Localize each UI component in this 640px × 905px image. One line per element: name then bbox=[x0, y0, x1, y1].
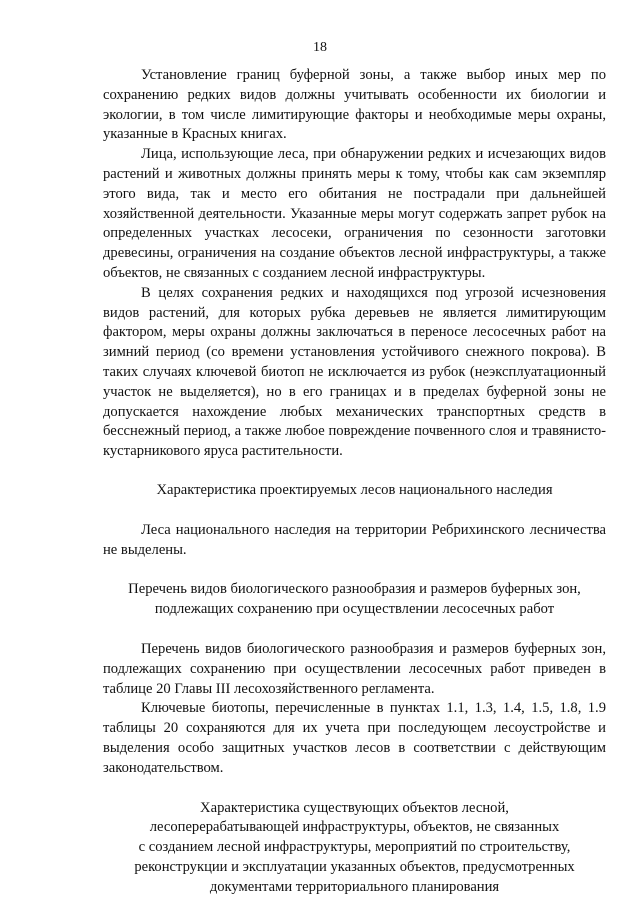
heading-line: подлежащих сохранению при осуществлении лесосечных работ bbox=[154, 601, 555, 618]
heading-infrastructure bbox=[103, 799, 606, 898]
heading-biodiversity-list bbox=[103, 580, 606, 620]
paragraph-forest-users: Лица, использующие леса, при обнаружении редких и исчезающих видов растений и животных должны принять меры к тому, чтобы как сам экземпляр этого вида, так и место его обитания не пострадали при дальнейшей хозяйственной деятельности. Указанные меры могут содержать запрет рубок на определенных участках лесосеки, ограничения по сезонности заготовки древесины, ограничения на создание объектов лесной инфраструктуры, а также объектов, не связанных с созданием лесной инфраструктуры. bbox=[103, 146, 606, 281]
paragraph-biodiversity-table-ref: Перечень видов биологического разнообразия и размеров буферных зон, подлежащих сохранению при осуществлении лесосечных работ приведен в таблице 20 Главы III лесохозяйственного регламента. bbox=[103, 640, 606, 697]
heading-line: Перечень видов биологического разнообразия и размеров буферных зон, bbox=[128, 581, 581, 598]
heading-national-heritage-forests: Характеристика проектируемых лесов национального наследия bbox=[156, 481, 553, 498]
heading-line: реконструкции и эксплуатации указанных объектов, предусмотренных bbox=[134, 858, 575, 875]
paragraph-buffer-zone: Установление границ буферной зоны, а также выбор иных мер по сохранению редких видов должны учитывать особенности их биологии и экологии, в том числе лимитирующие факторы и необходимые меры охраны, указанные в Красных книгах. bbox=[103, 67, 606, 143]
page-number: 18 bbox=[313, 40, 327, 55]
paragraph-rare-species-protection: В целях сохранения редких и находящихся под угрозой исчезновения видов растений, для которых рубка деревьев не является лимитирующим фактором, меры охраны должны заключаться в переносе лесосечных работ на зимний период (со времени установления устойчивого снежного покрова). В таких случаях ключевой биотоп не исключается из рубок (неэксплуатационный участок не выделяется), но в его границах и в пределах буферной зоны не допускается нахождение любых механических транспортных средств в бесснежный период, а также любое повреждение почвенного слоя и травянисто-кустарникового яруса растительности. bbox=[103, 284, 606, 460]
heading-line: Характеристика существующих объектов лесной, bbox=[200, 799, 509, 816]
document-body bbox=[103, 66, 606, 897]
heading-line: с созданием лесной инфраструктуры, мероприятий по строительству, bbox=[138, 839, 571, 856]
heading-line: лесоперерабатывающей инфраструктуры, объектов, не связанных bbox=[149, 819, 560, 836]
heading-line: документами территориального планирования bbox=[209, 878, 500, 895]
paragraph-key-biotopes: Ключевые биотопы, перечисленные в пунктах 1.1, 1.3, 1.4, 1.5, 1.8, 1.9 таблицы 20 сохраняются для их учета при последующем лесоустройстве и выделения особо защитных участков лесов в соответствии с действующим законодательством. bbox=[103, 700, 606, 776]
paragraph-national-heritage: Леса национального наследия на территории Ребрихинского лесничества не выделены. bbox=[103, 521, 606, 558]
